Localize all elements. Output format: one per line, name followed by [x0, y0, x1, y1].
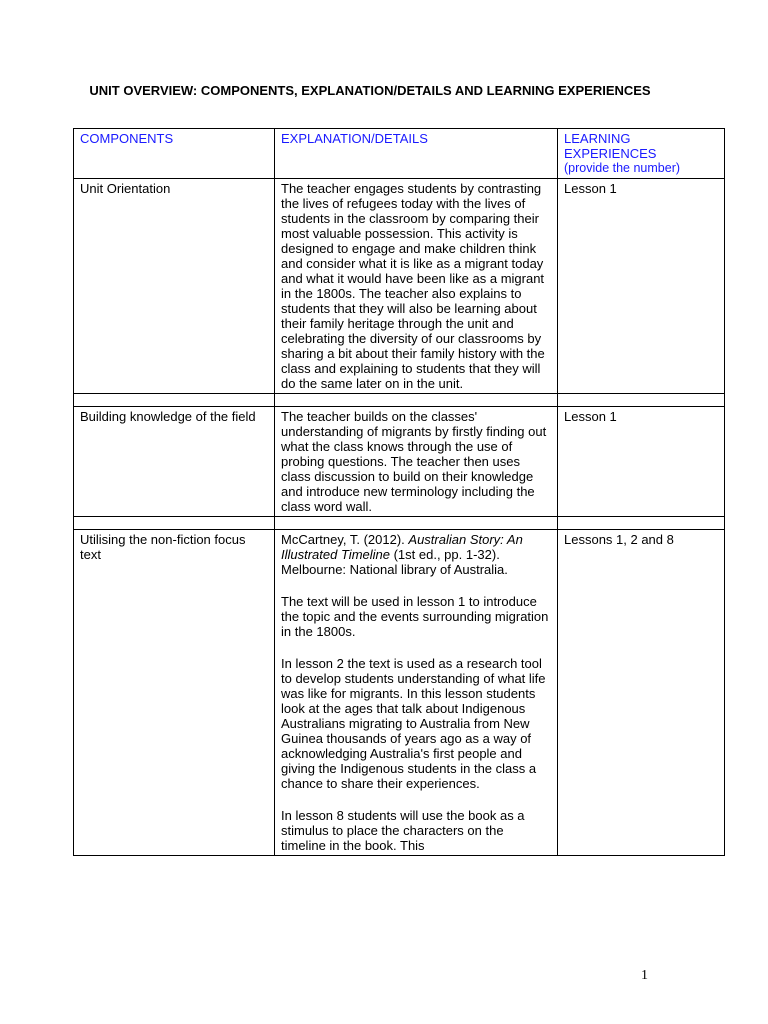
explanation-cell [275, 530, 558, 856]
table-row [74, 179, 725, 394]
empty-cell [558, 394, 725, 407]
spacer-row [74, 517, 725, 530]
header-learning-label: LEARNING EXPERIENCES [564, 131, 657, 161]
lesson-cell: Lessons 1, 2 and 8 [558, 530, 725, 856]
table-row [74, 530, 725, 856]
document-title: UNIT OVERVIEW: COMPONENTS, EXPLANATION/DETAILS AND LEARNING EXPERIENCES [89, 83, 651, 98]
citation [281, 532, 551, 577]
explanation-cell: The teacher builds on the classes' understanding of migrants by firstly finding out what the class knows through the use of probing questions. The teacher then uses class discussion to build on their knowledge and introduce new terminology including the class word wall. [275, 407, 558, 517]
page-number: 1 [641, 968, 648, 983]
component-cell: Building knowledge of the field [74, 407, 275, 517]
empty-cell [74, 394, 275, 407]
header-learning-sublabel: (provide the number) [564, 161, 681, 175]
header-explanation: EXPLANATION/DETAILS [275, 129, 558, 179]
paragraph-lesson-1: The text will be used in lesson 1 to introduce the topic and the events surrounding migration in the 1800s. [281, 594, 549, 639]
explanation-cell: The teacher engages students by contrasting the lives of refugees today with the lives of students in the classroom by comparing their most valuable possession. This activity is designed to engage and make children think and consider what it is like as a migrant today and what it would have been like as a migrant in the 1800s. The teacher also explains to students that they will also be learning about their family heritage through the unit and celebrating the diversity of our classrooms by sharing a bit about their family history with the class and explaining to students that they will do the same later on in the unit. [275, 179, 558, 394]
empty-cell [275, 517, 558, 530]
unit-overview-table [73, 128, 725, 856]
empty-cell [74, 517, 275, 530]
component-cell: Utilising the non-fiction focus text [74, 530, 275, 856]
citation-details: (1st ed., pp. 1-32). Melbourne: National library of Australia. [281, 547, 508, 577]
paragraph-lesson-8: In lesson 8 students will use the book as a stimulus to place the characters on the timeline in the book. This [281, 808, 525, 853]
header-learning-experiences [558, 129, 725, 179]
spacer-row [74, 394, 725, 407]
lesson-cell: Lesson 1 [558, 407, 725, 517]
header-components: COMPONENTS [74, 129, 275, 179]
table-header-row [74, 129, 725, 179]
lesson-cell: Lesson 1 [558, 179, 725, 394]
table-row [74, 407, 725, 517]
component-cell: Unit Orientation [74, 179, 275, 394]
empty-cell [275, 394, 558, 407]
empty-cell [558, 517, 725, 530]
paragraph-lesson-2: In lesson 2 the text is used as a research tool to develop students understanding of what life was like for migrants. In this lesson students look at the ages that talk about Indigenous Australians migrating to Australia from New Guinea thousands of years ago as a way of acknowledging Australia's first people and giving the Indigenous students in the class a chance to share their experiences. [281, 656, 546, 791]
citation-author: McCartney, T. (2012). [281, 532, 409, 547]
citation-book-title: Australian Story: An Illustrated Timeline [281, 532, 523, 562]
